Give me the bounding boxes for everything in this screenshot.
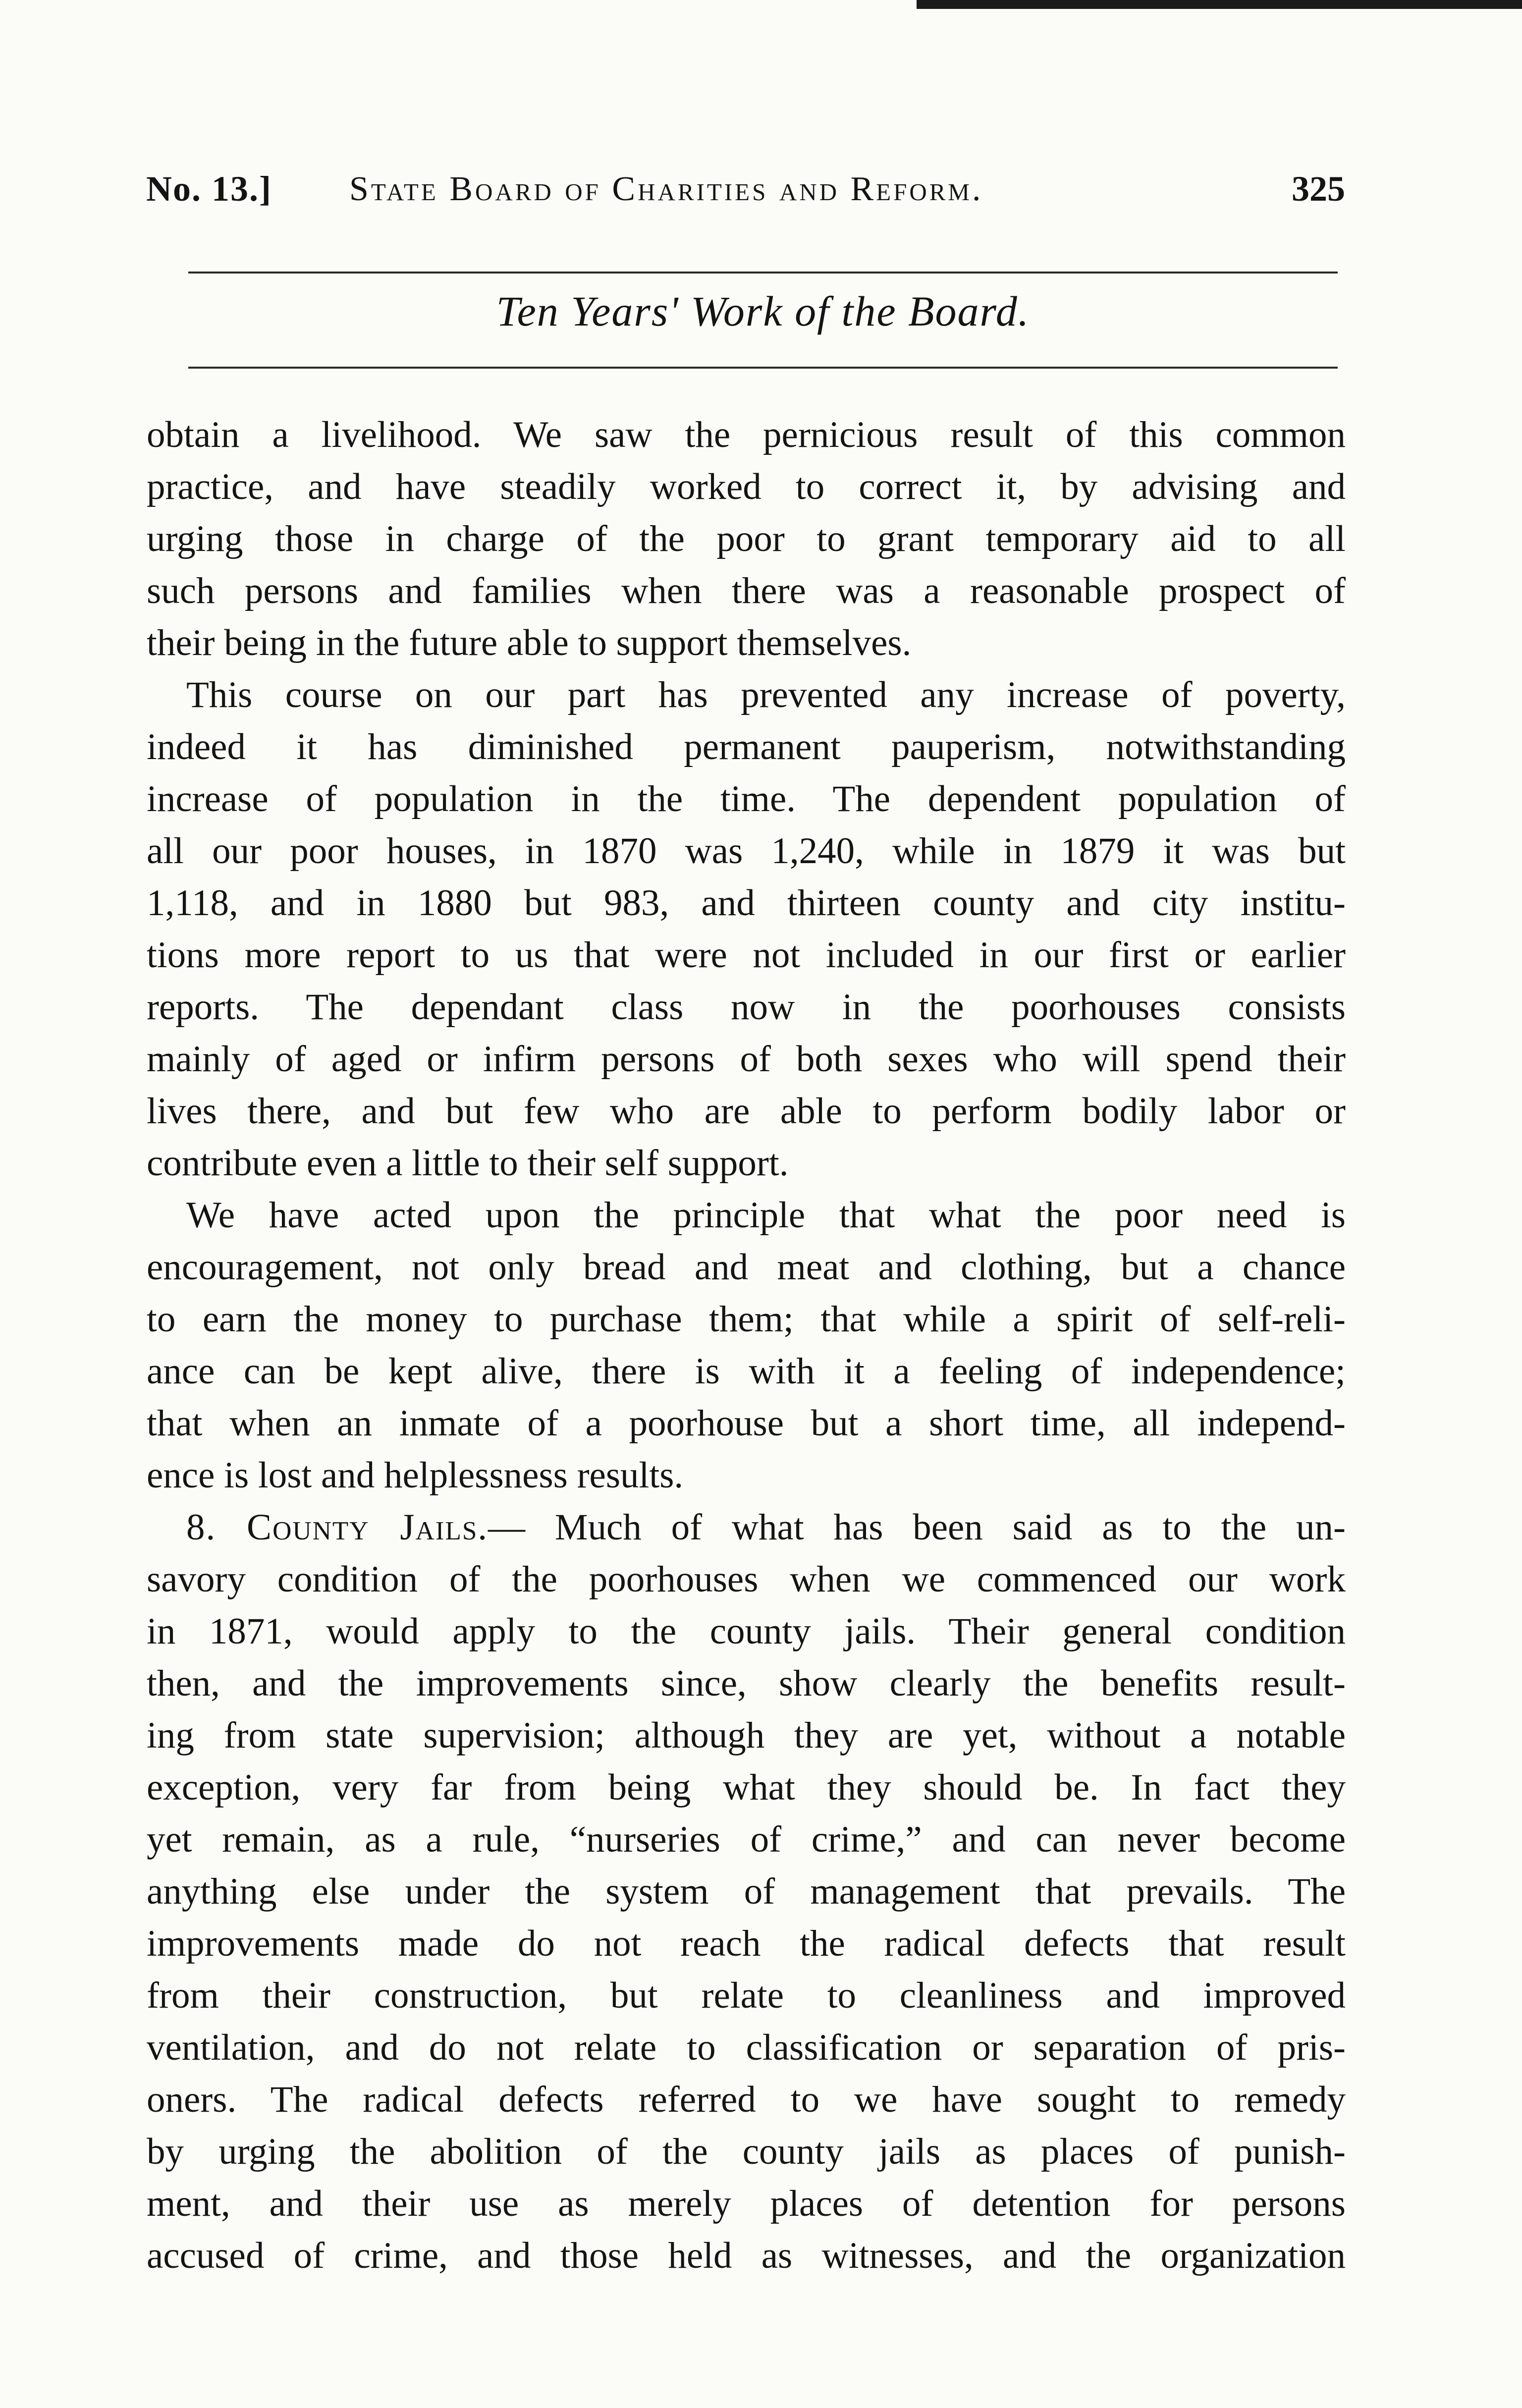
text-line: savory condition of the poorhouses when we commenced our work bbox=[147, 1559, 1346, 1600]
running-title: State Board of Charities and Reform. bbox=[349, 170, 983, 208]
text-line: such persons and families when there was a reasonable prospect of bbox=[147, 570, 1346, 611]
text-line: anything else under the system of management that prevails. The bbox=[147, 1871, 1346, 1912]
text-line: contribute even a little to their self support. bbox=[147, 1143, 789, 1184]
text-line: This course on our part has prevented any increase of poverty, bbox=[186, 674, 1346, 715]
text-line: yet remain, as a rule, “nurseries of crime,” and can never become bbox=[147, 1819, 1346, 1860]
text-line: obtain a livelihood. We saw the pernicious result of this common bbox=[147, 414, 1346, 455]
text-line: ance can be kept alive, there is with it a feeling of independence; bbox=[147, 1351, 1346, 1392]
scan-edge bbox=[917, 0, 1522, 9]
text-line: that when an inmate of a poorhouse but a short time, all independ- bbox=[147, 1403, 1346, 1444]
text-line: ment, and their use as merely places of detention for persons bbox=[147, 2183, 1346, 2224]
text-line: oners. The radical defects referred to we have sought to remedy bbox=[147, 2079, 1346, 2120]
text-line: ing from state supervision; although they are yet, without a notable bbox=[147, 1715, 1346, 1756]
text-line: all our poor houses, in 1870 was 1,240, while in 1879 it was but bbox=[147, 830, 1346, 872]
running-header bbox=[146, 168, 1345, 228]
text-line: practice, and have steadily worked to correct it, by advising and bbox=[147, 466, 1346, 507]
text-line: exception, very far from being what they should be. In fact they bbox=[147, 1767, 1346, 1808]
text-line: ventilation, and do not relate to classification or separation of pris- bbox=[147, 2027, 1346, 2068]
text-line: then, and the improvements since, show clearly the benefits result- bbox=[147, 1663, 1346, 1704]
text-line: increase of population in the time. The dependent population of bbox=[147, 778, 1346, 820]
header-rule-bottom bbox=[188, 367, 1338, 369]
text-line: lives there, and but few who are able to perform bodily labor or bbox=[147, 1091, 1346, 1132]
text-line: urging those in charge of the poor to grant temporary aid to all bbox=[147, 518, 1346, 559]
text-line: to earn the money to purchase them; that while a spirit of self-reli- bbox=[147, 1299, 1346, 1340]
text-line: indeed it has diminished permanent pauperism, notwithstanding bbox=[147, 726, 1346, 767]
text-line: encouragement, not only bread and meat and clothing, but a chance bbox=[147, 1247, 1346, 1288]
text-line: accused of crime, and those held as witnesses, and the organization bbox=[147, 2235, 1346, 2276]
text-line: their being in the future able to support themselves. bbox=[147, 622, 912, 663]
text-line: improvements made do not reach the radical defects that result bbox=[147, 1923, 1346, 1964]
text-line bbox=[147, 1501, 1346, 1553]
text-line: 1,118, and in 1880 but 983, and thirteen county and city institu- bbox=[147, 882, 1346, 924]
text-line: from their construction, but relate to cleanliness and improved bbox=[147, 1975, 1346, 2016]
header-rule-top bbox=[188, 272, 1338, 274]
document-number: No. 13.] bbox=[146, 169, 272, 209]
section-subtitle: Ten Years' Work of the Board. bbox=[496, 287, 1030, 335]
body-text bbox=[147, 409, 1346, 2282]
text-line: We have acted upon the principle that what the poor need is bbox=[186, 1195, 1346, 1236]
text-line: by urging the abolition of the county jails as places of punish- bbox=[147, 2131, 1346, 2172]
section-heading: 8. County Jails. bbox=[186, 1507, 489, 1548]
text-line: mainly of aged or infirm persons of both sexes who will spend their bbox=[147, 1039, 1346, 1080]
text-line: in 1871, would apply to the county jails. Their general condition bbox=[147, 1611, 1346, 1652]
text-line: reports. The dependant class now in the poorhouses consists bbox=[147, 986, 1346, 1028]
text-line-content: — Much of what has been said as to the un- bbox=[488, 1507, 1346, 1548]
page-number: 325 bbox=[1292, 169, 1345, 209]
text-line: tions more report to us that were not included in our first or earlier bbox=[147, 934, 1346, 976]
text-line: ence is lost and helplessness results. bbox=[147, 1455, 684, 1496]
